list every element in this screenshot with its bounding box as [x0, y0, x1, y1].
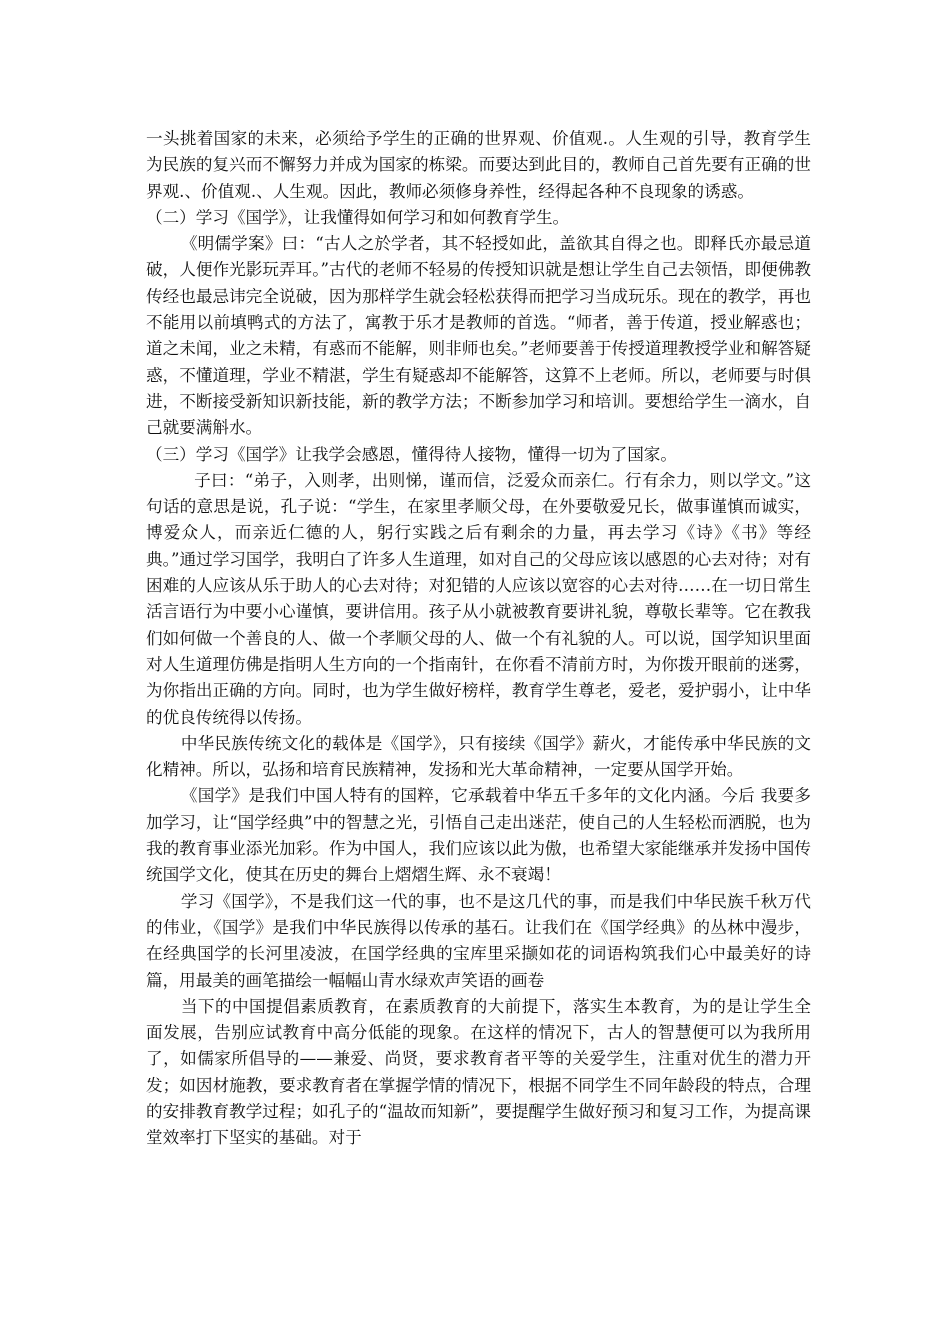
- paragraph-continuation: 一头挑着国家的未来，必须给予学生的正确的世界观、价值观.。人生观的引导，教育学生为民族的复兴而不懈努力并成为国家的栋梁。而要达到此目的，教师自己首先要有正确的世界观.、价值观.、人生观。因此，教师必须修身养性，经得起各种不良现象的诱惑。: [146, 129, 811, 201]
- paragraph-great-cause: 学习《国学》，不是我们这一代的事，也不是这几代的事，而是我们中华民族千秋万代的伟业，《国学》是我们中华民族得以传承的基石。让我们在《国学经典》的丛林中漫步，在经典国学的长河里凌波，在国学经典的宝库里采撷如花的词语构筑我们心中最美好的诗篇，用最美的画笔描绘一幅幅山青水绿欢声笑语的画卷: [146, 891, 811, 990]
- section-heading-2: （二）学习《国学》，让我懂得如何学习和如何教育学生。: [146, 207, 570, 227]
- paragraph-national-essence: 《国学》是我们中国人特有的国粹，它承载着中华五千多年的文化内涵。今后 我要多加学习，让“国学经典”中的智慧之光，引悟自己走出迷茫，使自己的人生轻松而洒脱，也为我的教育事业添光加彩。作为中国人，我们应该以此为傲，也希望大家能继承并发扬中国传统国学文化，使其在历史的舞台上熠熠生辉、永不衰竭！: [146, 786, 811, 885]
- paragraph-confucius: 子曰：“弟子，入则孝，出则悌，谨而信，泛爱众而亲仁。行有余力，则以学文。”这句话的意思是说，孔子说：“学生，在家里孝顺父母，在外要敬爱兄长，做事谨慎而诚实，博爱众人，而亲近仁德的人，躬行实践之后有剩余的力量，再去学习《诗》《书》等经典。”通过学习国学，我明白了许多人生道理，如对自己的父母应该以感恩的心去对待；对有困难的人应该从乐于助人的心去对待；对犯错的人应该以宽容的心去对待……在一切日常生活言语行为中要小心谨慎，要讲信用。孩子从小就被教育要讲礼貌，尊敬长辈等。它在教我们如何做一个善良的人、做一个孝顺父母的人、做一个有礼貌的人。可以说，国学知识里面对人生道理仿佛是指明人生方向的一个指南针，在你看不清前方时，为你拨开眼前的迷雾，为你指出正确的方向。同时，也为学生做好榜样，教育学生尊老，爱老，爱护弱小，让中华的优良传统得以传扬。: [146, 470, 811, 727]
- paragraph-mingru: 《明儒学案》曰：“古人之於学者，其不轻授如此，盖欲其自得之也。即释氏亦最忌道破，人便作光影玩弄耳。”古代的老师不轻易的传授知识就是想让学生自己去领悟，即便佛教传经也最忌讳完全说破，因为那样学生就会轻松获得而把学习当成玩乐。现在的教学，再也不能用以前填鸭式的方法了，寓教于乐才是教师的首选。“师者，善于传道，授业解惑也；道之未闻，业之未精，有惑而不能解，则非师也矣。”老师要善于传授道理教授学业和解答疑惑，不懂道理，学业不精湛，学生有疑惑却不能解答，这算不上老师。所以，老师要与时俱进，不断接受新知识新技能，新的教学方法；不断参加学习和培训。要想给学生一滴水，自己就要满斛水。: [146, 234, 811, 438]
- paragraph-quality-education: 当下的中国提倡素质教育，在素质教育的大前提下，落实生本教育，为的是让学生全面发展，告别应试教育中高分低能的现象。在这样的情况下，古人的智慧便可以为我所用了，如儒家所倡导的——兼爱、尚贤，要求教育者平等的关爱学生，注重对优生的潜力开发；如因材施教，要求教育者在掌握学情的情况下，根据不同学生不同年龄段的特点，合理的安排教育教学过程；如孔子的“温故而知新”，要提醒学生做好预习和复习工作，为提高课堂效率打下坚实的基础。对于: [146, 996, 811, 1148]
- paragraph-carrier: 中华民族传统文化的载体是《国学》，只有接续《国学》薪火，才能传承中华民族的文化精神。所以，弘扬和培育民族精神，发扬和光大革命精神，一定要从国学开始。: [146, 733, 811, 780]
- section-heading-3: （三）学习《国学》让我学会感恩，懂得待人接物，懂得一切为了国家。: [146, 444, 677, 464]
- document-body: [146, 126, 811, 1152]
